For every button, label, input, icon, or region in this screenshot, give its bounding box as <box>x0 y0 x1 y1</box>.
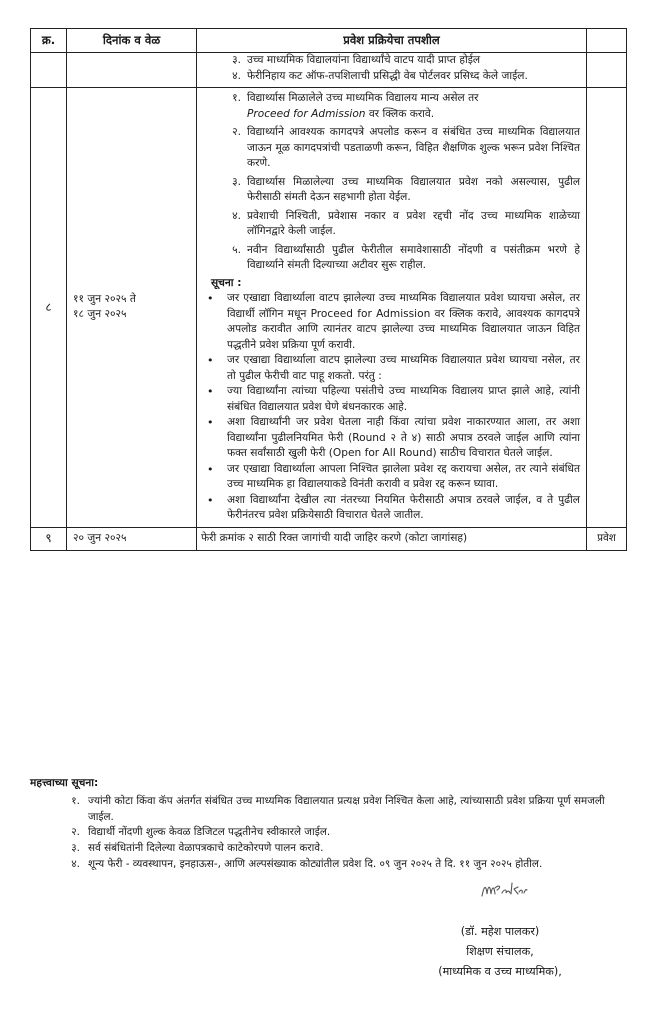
bullet-icon: • <box>207 292 214 305</box>
bullet-item: • जर एखाद्या विद्यार्थ्याला आपला निश्चित झालेला प्रवेश रद्द करायचा असेल, तर त्याने संबंधित उच्च माध्यमिक हा विद्यालयाकडे विनंती करावी व प्रवेश रद्द करून घ्यावा. <box>197 462 586 493</box>
header-details: प्रवेश प्रक्रियेचा तपशील <box>197 29 587 53</box>
step-item: २. विद्यार्थ्याने आवश्यक कागदपत्रे अपलोड करून व संबंधित उच्च माध्यमिक विद्यालयात जाऊन मूळ कागदपत्रांची पडताळणी करून, विहित शैक्षणिक शुल्क भरून प्रवेश निश्चित करणे. <box>232 126 580 169</box>
important-notes <box>30 776 630 873</box>
note-item: ४. शून्य फेरी - व्यवस्थापन, इनहाऊस-, आणि अल्पसंख्याक कोट्यांतील प्रवेश दि. ०९ जुन २०२५ ते दि. ११ जुन २०२५ होतील. <box>71 857 543 870</box>
step-item: ५. नवीन विद्यार्थ्यांसाठी पुढील फेरीतील समावेशासाठी नोंदणी व पसंतीक्रम भरणे हे विद्यार्थ्याने संमती दिल्याच्या अटीवर सुरू राहील. <box>232 243 580 271</box>
row-details <box>197 88 587 528</box>
admission-schedule-table <box>30 28 627 551</box>
officer-name: (डॉ. महेश पालकर) <box>460 925 540 938</box>
officer-designation: शिक्षण संचालक, <box>466 945 534 958</box>
row-extra: प्रवेश <box>587 527 627 550</box>
row-date: २० जुन २०२५ <box>67 527 197 550</box>
bullet-item: • जर एखाद्या विद्यार्थ्याला वाटप झालेल्या उच्च माध्यमिक विद्यालयात प्रवेश घ्यायचा नसेल, तर तो पुढील फेरीची वाट पाहू शकतो. परंतु : <box>197 353 586 384</box>
note-item: २. विद्यार्थी नोंदणी शुल्क केवळ डिजिटल पद्धतीनेच स्वीकारले जाईल. <box>71 826 331 839</box>
bullet-item: • अशा विद्यार्थ्यांना देखील त्या नंतरच्या नियमित फेरीसाठी अपात्र ठरवले जाईल, व ते पुढील फेरीनंतरच प्रवेश प्रक्रियेसाठी विचारात घेतले जातील. <box>197 493 586 524</box>
note-item: ३. सर्व संबंधितांनी दिलेल्या वेळापत्रकाचे काटेकोरपणे पालन करावे. <box>71 842 324 855</box>
row-date: ११ जुन २०२५ ते १८ जुन २०२५ <box>67 88 197 528</box>
table-header-row <box>31 29 627 53</box>
notes-heading: महत्त्वाच्या सूचना: <box>30 777 99 789</box>
table-row-8 <box>31 88 627 528</box>
step-item: ३. विद्यार्थ्यास मिळालेल्या उच्च माध्यमिक विद्यालयात प्रवेश नको असल्यास, पुढील फेरीसाठी संमती देऊन सहभागी होता येईल. <box>232 175 580 203</box>
continued-steps-cell <box>197 53 587 88</box>
handwritten-signature <box>480 878 528 902</box>
bullet-icon: • <box>207 385 214 398</box>
step-item: ४. प्रवेशाची निश्चिती, प्रवेशास नकार व प्रवेश रद्दची नोंद उच्च माध्यमिक शाळेच्या लॉगिनद्वारे केली जाईल. <box>232 209 580 237</box>
bullet-icon: • <box>207 493 214 507</box>
bullet-item: • जर एखाद्या विद्यार्थ्याला वाटप झालेल्या उच्च माध्यमिक विद्यालयात प्रवेश घ्यायचा असेल, तर विद्यार्थी लॉगिन मधून Proceed for Admission वर क्लिक करावे, आवश्यक कागदपत्रे अपलोड करावीत आणि त्यानंतर वाटप झालेल्या उच्च माध्यमिक विद्यालयात जाऊन विहित पद्धतीने प्रवेश प्रक्रिया पूर्ण करावी. <box>197 291 586 353</box>
bullet-item: • ज्या विद्यार्थ्यांना त्यांच्या पहिल्या पसंतीचे उच्च माध्यमिक विद्यालय प्राप्त झाले आहे, त्यांनी संबंधित विद्यालयात प्रवेश घेणे बंधनकारक आहे. <box>197 384 586 415</box>
header-date: दिनांक व वेळ <box>67 29 197 53</box>
row-details: फेरी क्रमांक २ साठी रिक्त जागांची यादी जाहिर करणे (कोटा जागांसह) <box>197 527 587 550</box>
header-sno: क्र. <box>31 29 67 53</box>
row-number: ९ <box>31 527 67 550</box>
note-item: १. ज्यांनी कोटा किंवा कॅप अंतर्गत संबंधित उच्च माध्यमिक विद्यालयात प्रत्यक्ष प्रवेश निश्चित केला आहे, त्यांच्यासाठी प्रवेश प्रक्रिया पूर्ण समजली जाईल. <box>71 794 605 823</box>
row-number: ८ <box>31 88 67 528</box>
table-row-9 <box>31 527 627 550</box>
bullet-item: • अशा विद्यार्थ्यांनी जर प्रवेश घेतला नाही किंवा त्यांचा प्रवेश नाकारण्यात आला, तर अशा विद्यार्थ्यांना पुढीलनियमित फेरी (Round २ ते ४) साठी अपात्र ठरवले जाईल आणि त्यांना फक्त सर्वांसाठी खुली फेरी (Open for All Round) साठीच विचारात घेतले जाईल. <box>197 415 586 462</box>
officer-office: (माध्यमिक व उच्च माध्यमिक), <box>438 965 562 978</box>
bullet-icon: • <box>207 354 214 367</box>
step-item: १. विद्यार्थ्यास मिळालेले उच्च माध्यमिक विद्यालय मान्य असेल तर Proceed for Admission वर क्लिक करावे. <box>232 92 479 120</box>
notice-label: सूचना : <box>211 276 242 289</box>
step-item: ४. फेरीनिहाय कट ऑफ-तपशिलाची प्रसिद्धी वेब पोर्टलवर प्रसिध्द केले जाईल. <box>232 69 528 82</box>
bullet-icon: • <box>207 416 214 429</box>
bullet-icon: • <box>207 462 214 476</box>
signature-block <box>400 922 600 982</box>
step-item: ३. उच्च माध्यमिक विद्यालयांना विद्यार्थ्यांचे वाटप यादी प्राप्त होईल <box>232 54 481 66</box>
header-extra <box>587 29 627 53</box>
table-row-continued <box>31 53 627 88</box>
